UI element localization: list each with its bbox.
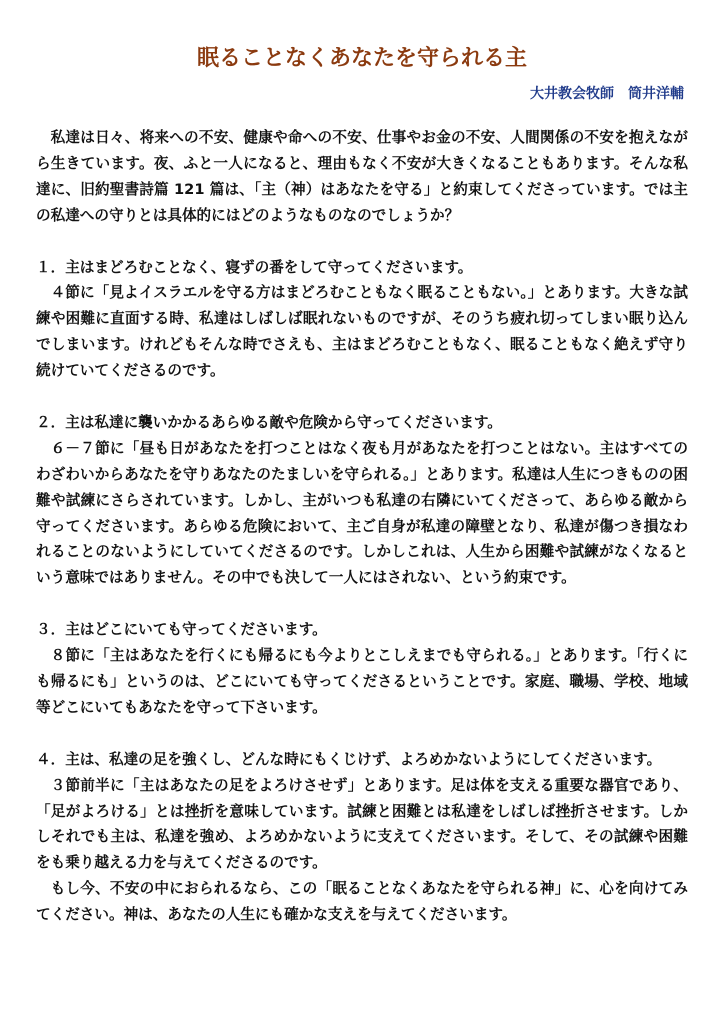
closing-paragraph: もし今、不安の中におられるなら、この「眠ることなくあなたを守られる神」に、心を向けてみてください。神は、あなたの人生にも確かな支えを与えてくださいます。 (36, 880, 688, 924)
section-1-text: ４節に「見よイスラエルを守る方はまどろむこともなく眠ることもない。」とあります。大きな試練や困難に直面する時、私達はしばしば眠れないものですが、そのうち疲れ切ってしまい眠り込んでしまいます。けれどもそんな時でさえも、主はまどろむこともなく、眠ることもなく絶えず守り続けていてくださるのです。 (36, 284, 688, 380)
section-2-heading: ２．主は私達に襲いかかるあらゆる敵や危険から守ってくださいます。 (36, 413, 502, 431)
document-body (36, 125, 688, 928)
section-3-text: ８節に「主はあなたを行くにも帰るにも今よりとこしえまでも守られる。」とあります。「行くにも帰るにも」というのは、どこにいても守ってくださるということです。家庭、職場、学校、地域等どこにいてもあなたを守って下さいます。 (36, 647, 688, 716)
section-4-text: ３節前半に「主はあなたの足をよろけさせず」とあります。足は体を支える重要な器官であり、「足がよろける」とは挫折を意味しています。試練と困難とは私達をしばしば挫折させます。しかしそれでも主は、私達を強め、よろめかないように支えてくださいます。そして、その試練や困難をも乗り越える力を与えてくださるのです。 (36, 776, 688, 872)
section-1-heading: １．主はまどろむことなく、寝ずの番をして守ってくださいます。 (36, 258, 473, 276)
paragraph-gap (36, 591, 688, 617)
document-title: 眠ることなくあなたを守られる主 (196, 46, 527, 71)
section-4-heading: ４．主は、私達の足を強くし、どんな時にもくじけず、よろめかないようにしてくださいます。 (36, 750, 662, 768)
document-page (36, 44, 688, 928)
intro-paragraph: 私達は日々、将来への不安、健康や命への不安、仕事やお金の不安、人間関係の不安を抱えながら生きています。夜、ふと一人になると、理由もなく不安が大きくなることもあります。そんな私達に、旧約聖書詩篇 121 篇は、「主（神）はあなたを守る」と約束してくださっています。では主の私達への守りとは具体的にはどのようなものなのでしょうか？ (36, 129, 688, 224)
paragraph-gap (36, 384, 688, 410)
paragraph-gap (36, 229, 688, 255)
author-line: 大井教会牧師 筒井洋輔 (530, 86, 684, 102)
paragraph-gap (36, 721, 688, 747)
section-2-text: ６－７節に「昼も日があなたを打つことはなく夜も月があなたを打つことはない。主はすべてのわざわいからあなたを守りあなたのたましいを守られる。」とあります。私達は人生につきものの困難や試練にさらされています。しかし、主がいつも私達の右隣にいてくださって、あらゆる敵から守ってくださいます。あらゆる危険において、主ご自身が私達の障壁となり、私達が傷つき損なわれることのないようにしていてくださるのです。しかしこれは、人生から困難や試練がなくなるという意味ではありません。その中でも決して一人にはされない、という約束です。 (36, 439, 688, 587)
section-3-heading: ３．主はどこにいても守ってくださいます。 (36, 621, 327, 639)
